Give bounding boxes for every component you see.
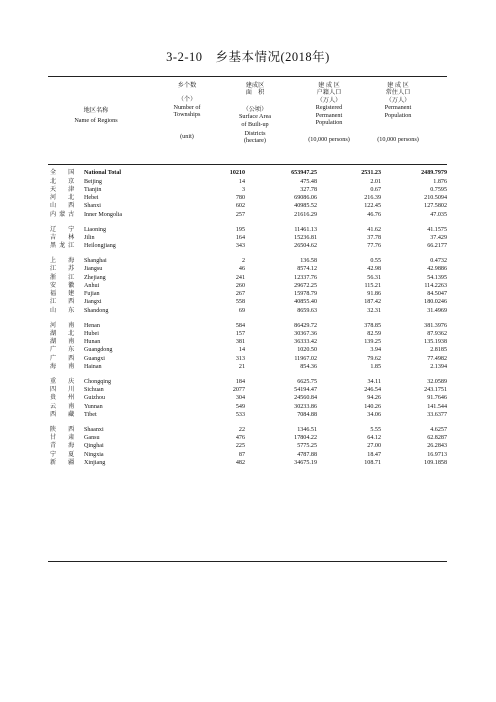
region-name-en: Hainan	[84, 363, 102, 370]
region-name-zh: 海 南	[50, 363, 78, 370]
header-text: (hectare)	[244, 137, 266, 145]
registered-population: 0.55	[370, 258, 381, 265]
built-up-area: 1020.50	[297, 347, 317, 354]
region-name-zh: 安 徽	[50, 282, 78, 289]
townships-count: 184	[235, 378, 245, 385]
region-name-zh: 全 国	[50, 169, 78, 176]
built-up-area: 6625.75	[297, 378, 317, 385]
region-name-zh: 宁 夏	[50, 451, 78, 458]
townships-count: 157	[235, 330, 245, 337]
region-name-zh: 甘 肃	[50, 435, 78, 442]
region-name-en: Guizhou	[84, 395, 105, 402]
table-row	[48, 186, 447, 194]
group-spacer	[48, 371, 447, 378]
registered-population: 56.31	[367, 274, 381, 281]
built-up-area: 136.58	[300, 258, 317, 265]
permanent-population: 381.3976	[424, 322, 447, 329]
table-bottom-rule	[48, 561, 447, 562]
header-text: Population	[315, 119, 343, 127]
region-name-en: Tianjin	[84, 186, 102, 193]
permanent-population: 180.0246	[424, 299, 447, 306]
header-region-zh: 地区名称	[83, 107, 109, 114]
table-row	[48, 411, 447, 419]
table-top-rule	[48, 76, 447, 77]
header-text: Townships	[173, 111, 201, 119]
header-text: Registered	[315, 104, 343, 112]
registered-population: 3.94	[370, 347, 381, 354]
registered-population: 1.85	[370, 363, 381, 370]
region-name-zh: 吉 林	[50, 234, 78, 241]
region-name-en: Shanghai	[84, 258, 107, 265]
header-text: Permanent	[384, 104, 412, 112]
townships-count: 87	[238, 451, 245, 458]
registered-population: 139.25	[364, 339, 381, 346]
registered-population: 246.54	[364, 387, 381, 394]
header-col-registered	[298, 82, 360, 144]
permanent-population: 0.7595	[430, 186, 447, 193]
registered-population: 46.76	[367, 211, 381, 218]
region-name-en: Gansu	[84, 435, 100, 442]
table-row	[48, 257, 447, 265]
permanent-population: 62.8287	[427, 435, 447, 442]
built-up-area: 54194.47	[294, 387, 317, 394]
registered-population: 27.00	[367, 443, 381, 450]
region-name-zh: 山 西	[50, 203, 78, 210]
permanent-population: 33.6377	[427, 411, 447, 418]
region-name-en: Inner Mongolia	[84, 211, 123, 218]
header-text: （万人）	[316, 96, 342, 104]
registered-population: 91.86	[367, 291, 381, 298]
townships-count: 381	[235, 339, 245, 346]
region-name-zh: 河 南	[50, 322, 78, 329]
built-up-area: 4787.88	[297, 451, 317, 458]
table-row	[48, 234, 447, 242]
region-name-en: Tibet	[84, 411, 97, 418]
permanent-population: 42.9886	[427, 266, 447, 273]
table-row	[48, 290, 447, 298]
region-name-zh: 广 西	[50, 355, 78, 362]
table-row	[48, 194, 447, 202]
townships-count: 780	[235, 195, 245, 201]
townships-count: 2077	[232, 387, 245, 394]
permanent-population: 243.1751	[424, 387, 447, 394]
built-up-area: 69086.06	[294, 195, 317, 201]
header-text: (unit)	[180, 132, 194, 140]
townships-count: 558	[235, 299, 245, 306]
table-row	[48, 322, 447, 330]
townships-count: 343	[235, 243, 245, 250]
townships-count: 69	[238, 307, 245, 314]
region-name-zh: 青 海	[50, 443, 78, 450]
registered-population: 64.12	[367, 435, 381, 442]
townships-count: 22	[238, 426, 245, 433]
header-text: （万人）	[385, 96, 411, 104]
registered-population: 42.98	[367, 266, 381, 273]
permanent-population: 54.1395	[427, 274, 447, 281]
region-name-en: Guangdong	[84, 347, 113, 354]
permanent-population: 2489.7979	[421, 169, 447, 176]
region-name-zh: 新 疆	[50, 459, 78, 466]
permanent-population: 114.2263	[424, 282, 447, 289]
region-name-en: Hebei	[84, 195, 99, 201]
header-col-permanent	[366, 82, 430, 143]
built-up-area: 21616.29	[294, 211, 317, 218]
page-title: 3-2-10 乡基本情况(2018年)	[166, 50, 330, 64]
built-up-area: 15978.79	[294, 291, 317, 298]
region-name-en: Henan	[84, 322, 100, 329]
region-name-zh: 浙 江	[50, 274, 78, 281]
region-name-zh: 福 建	[50, 291, 78, 298]
region-name-zh: 陕 西	[50, 426, 78, 433]
header-text: 建成区	[245, 82, 265, 89]
registered-population: 41.62	[367, 226, 381, 233]
townships-count: 267	[235, 291, 245, 298]
permanent-population: 2.8185	[430, 347, 447, 354]
region-name-zh: 辽 宁	[50, 226, 78, 233]
table-row	[48, 178, 447, 186]
built-up-area: 12337.76	[294, 274, 317, 281]
region-name-en: National Total	[84, 169, 122, 176]
townships-count: 225	[235, 443, 245, 450]
built-up-area: 8659.63	[297, 307, 317, 314]
built-up-area: 40855.40	[294, 299, 317, 306]
townships-count: 304	[235, 395, 245, 402]
townships-count: 241	[235, 274, 245, 281]
table-row	[48, 355, 447, 363]
townships-count: 21	[238, 363, 245, 370]
region-name-zh: 天 津	[50, 186, 78, 193]
registered-population: 115.21	[364, 282, 381, 289]
built-up-area: 854.36	[300, 363, 317, 370]
region-name-en: Heilongjiang	[84, 243, 116, 250]
registered-population: 34.11	[367, 378, 381, 385]
region-name-zh: 江 苏	[50, 266, 78, 273]
townships-count: 533	[235, 411, 245, 418]
built-up-area: 36333.42	[294, 339, 317, 346]
header-region	[52, 107, 140, 125]
built-up-area: 29672.25	[294, 282, 317, 289]
table-row	[48, 442, 447, 450]
table-row	[48, 378, 447, 386]
permanent-population: 2.1394	[430, 363, 447, 370]
table-row	[48, 459, 447, 467]
table-row	[48, 282, 447, 290]
townships-count: 260	[235, 282, 245, 289]
region-name-en: Jilin	[84, 234, 95, 241]
permanent-population: 210.5094	[424, 195, 447, 201]
permanent-population: 37.429	[430, 234, 447, 241]
region-name-en: Beijing	[84, 178, 102, 185]
header-text: （个）	[177, 96, 197, 104]
townships-count: 476	[235, 435, 245, 442]
region-name-en: Chongqing	[84, 378, 112, 385]
registered-population: 77.76	[367, 243, 381, 250]
built-up-area: 327.78	[300, 186, 317, 193]
header-text: (10,000 persons)	[377, 136, 419, 144]
townships-count: 14	[238, 347, 245, 354]
townships-count: 195	[235, 226, 245, 233]
built-up-area: 24560.84	[294, 395, 317, 402]
region-name-en: Yunnan	[84, 403, 103, 410]
header-text: of Built-up	[241, 120, 269, 128]
built-up-area: 7084.88	[297, 411, 317, 418]
permanent-population: 47.035	[430, 211, 447, 218]
table-row	[48, 202, 447, 210]
permanent-population: 4.6257	[430, 426, 447, 433]
table-row	[48, 434, 447, 442]
table-row	[48, 386, 447, 394]
registered-population: 5.55	[370, 426, 381, 433]
registered-population: 34.06	[367, 411, 381, 418]
table-row	[48, 226, 447, 234]
built-up-area: 8574.12	[297, 266, 317, 273]
header-col-townships	[168, 82, 206, 140]
permanent-population: 66.2177	[427, 243, 447, 250]
region-name-en: Shanxi	[84, 203, 101, 210]
built-up-area: 653947.25	[291, 169, 317, 176]
region-name-zh: 贵 州	[50, 395, 78, 402]
built-up-area: 26504.62	[294, 243, 317, 250]
townships-count: 2	[241, 258, 245, 265]
region-name-zh: 四 川	[50, 387, 78, 394]
data-table	[48, 168, 447, 467]
region-name-en: Jiangxi	[84, 299, 102, 306]
permanent-population: 127.5802	[424, 203, 447, 210]
built-up-area: 30367.36	[294, 330, 317, 337]
region-name-zh: 北 京	[50, 178, 78, 185]
built-up-area: 11967.02	[294, 355, 317, 362]
region-name-zh: 湖 北	[50, 330, 78, 337]
registered-population: 32.31	[367, 307, 381, 314]
region-name-en: Liaoning	[84, 226, 107, 233]
townships-count: 549	[235, 403, 245, 410]
table-row	[48, 346, 447, 354]
region-name-zh: 重 庆	[50, 378, 78, 385]
table-row	[48, 298, 447, 306]
registered-population: 79.62	[367, 355, 381, 362]
table-row	[48, 338, 447, 346]
header-text: 常住人口	[385, 89, 411, 97]
group-spacer	[48, 250, 447, 257]
registered-population: 82.59	[367, 330, 381, 337]
townships-count: 164	[235, 234, 245, 241]
built-up-area: 30233.86	[294, 403, 317, 410]
permanent-population: 77.4982	[427, 355, 447, 362]
header-text: Number of	[173, 103, 201, 111]
townships-count: 482	[235, 459, 245, 466]
townships-count: 3	[241, 186, 245, 193]
group-spacer	[48, 315, 447, 322]
region-name-zh: 山 东	[50, 307, 78, 314]
region-name-zh: 河 北	[50, 195, 78, 201]
header-text: 户籍人口	[316, 89, 342, 97]
permanent-population: 32.0589	[427, 378, 447, 385]
region-name-en: Shandong	[84, 307, 109, 314]
header-text: Surface Area	[238, 113, 272, 121]
region-name-zh: 黑龙江	[50, 243, 78, 250]
built-up-area: 1346.51	[297, 426, 317, 433]
region-name-en: Sichuan	[84, 387, 104, 394]
permanent-population: 16.9713	[427, 451, 447, 458]
permanent-population: 41.1575	[427, 226, 447, 233]
registered-population: 18.47	[367, 451, 381, 458]
header-text: 乡个数	[177, 82, 197, 89]
registered-population: 187.42	[364, 299, 381, 306]
built-up-area: 5775.25	[297, 443, 317, 450]
table-row	[48, 403, 447, 411]
header-region-en: Name of Regions	[74, 117, 118, 125]
table-row	[48, 211, 447, 219]
region-name-zh: 江 西	[50, 299, 78, 306]
header-text: 面 积	[245, 89, 265, 97]
townships-count: 584	[235, 322, 245, 329]
townships-count: 14	[238, 178, 245, 185]
built-up-area: 15236.81	[294, 234, 317, 241]
registered-population: 108.71	[364, 459, 381, 466]
built-up-area: 17804.22	[294, 435, 317, 442]
group-spacer	[48, 419, 447, 426]
built-up-area: 40985.52	[294, 203, 317, 210]
townships-count: 313	[235, 355, 245, 362]
townships-count: 46	[238, 266, 245, 273]
region-name-zh: 湖 南	[50, 339, 78, 346]
permanent-population: 109.1858	[424, 459, 447, 466]
table-row	[48, 307, 447, 315]
registered-population: 37.78	[367, 234, 381, 241]
registered-population: 378.85	[364, 322, 381, 329]
table-row	[48, 274, 447, 282]
region-name-en: Hubei	[84, 330, 99, 337]
permanent-population: 91.7646	[427, 395, 447, 402]
region-name-zh: 云 南	[50, 403, 78, 410]
table-row	[48, 451, 447, 459]
built-up-area: 11461.13	[294, 226, 317, 233]
permanent-population: 87.9362	[427, 330, 447, 337]
region-name-en: Qinghai	[84, 443, 104, 450]
region-name-en: Fujian	[84, 291, 100, 298]
region-name-en: Ningxia	[84, 451, 104, 458]
table-row	[48, 394, 447, 402]
header-bottom-rule	[48, 164, 447, 165]
region-name-en: Guangxi	[84, 355, 105, 362]
region-name-en: Xinjiang	[84, 459, 106, 466]
region-name-zh: 西 藏	[50, 411, 78, 418]
townships-count: 10210	[229, 169, 245, 176]
region-name-en: Zhejiang	[84, 274, 106, 281]
header-text: Districts	[244, 130, 266, 138]
table-row	[48, 265, 447, 273]
header-text: （公顷）	[242, 105, 268, 113]
header-col-area	[226, 82, 284, 145]
group-spacer	[48, 219, 447, 226]
registered-population: 0.67	[370, 186, 381, 193]
registered-population: 2.01	[370, 178, 381, 185]
built-up-area: 34675.19	[294, 459, 317, 466]
built-up-area: 86429.72	[294, 322, 317, 329]
table-row	[48, 426, 447, 434]
header-text: Permanent	[315, 111, 343, 119]
region-name-en: Jiangsu	[84, 266, 103, 273]
permanent-population: 84.5047	[427, 291, 447, 298]
header-text: Population	[384, 111, 412, 119]
permanent-population: 26.2843	[427, 443, 447, 450]
townships-count: 602	[235, 203, 245, 210]
table-row	[48, 363, 447, 371]
registered-population: 140.26	[364, 403, 381, 410]
permanent-population: 31.4969	[427, 307, 447, 314]
permanent-population: 135.1938	[424, 339, 447, 346]
permanent-population: 1.876	[433, 178, 447, 185]
registered-population: 2531.23	[361, 169, 381, 176]
registered-population: 122.45	[364, 203, 381, 210]
header-text: 建 成 区	[387, 82, 409, 89]
region-name-zh: 上 海	[50, 258, 78, 265]
permanent-population: 141.544	[427, 403, 447, 410]
built-up-area: 475.48	[300, 178, 317, 185]
table-row-total	[48, 168, 447, 178]
region-name-zh: 内蒙古	[50, 211, 78, 218]
header-text: 建 成 区	[318, 82, 340, 89]
region-name-en: Anhui	[84, 282, 100, 289]
region-name-en: Hunan	[84, 339, 101, 346]
region-name-en: Shaanxi	[84, 426, 104, 433]
townships-count: 257	[235, 211, 245, 218]
header-text: (10,000 persons)	[308, 136, 350, 144]
region-name-zh: 广 东	[50, 347, 78, 354]
table-row	[48, 242, 447, 250]
permanent-population: 0.4732	[430, 258, 447, 265]
registered-population: 94.26	[367, 395, 381, 402]
registered-population: 216.39	[364, 195, 381, 201]
table-row	[48, 330, 447, 338]
